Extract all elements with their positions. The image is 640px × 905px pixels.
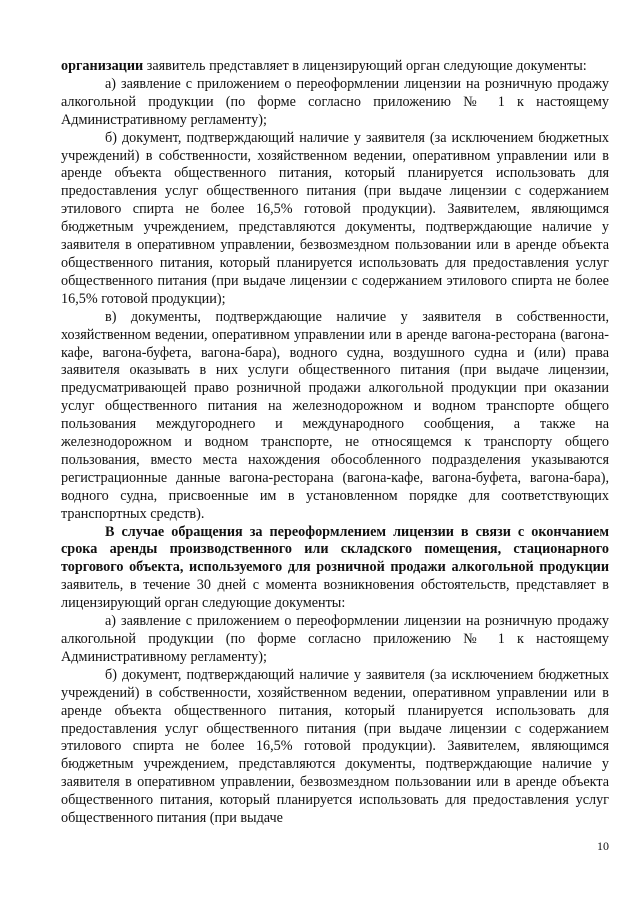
paragraph-2-text: а) заявление с приложением о переоформлении лицензии на розничную продажу алкогольной продукции (по форме согласно приложению № 1 к настоящему Административному регламенту);	[61, 75, 609, 128]
paragraph-6-text: а) заявление с приложением о переоформлении лицензии на розничную продажу алкогольной продукции (по форме согласно приложению № 1 к настоящему Административному регламенту);	[61, 613, 609, 665]
document-body	[61, 58, 609, 828]
paragraph-5-bold-lead: В случае обращения за переоформлением лицензии в связи с окончанием срока аренды производственного или складского помещения, стационарного торгового объекта, используемого для розничной продажи алкогольной продукции	[61, 523, 609, 576]
paragraph-7	[61, 667, 609, 828]
paragraph-3	[61, 130, 609, 309]
paragraph-1-bold-lead: организации	[61, 58, 144, 74]
page-number: 10	[597, 839, 609, 853]
paragraph-5-text: заявитель, в течение 30 дней с момента возникновения обстоятельств, представляет в лицензирующий орган следующие документы:	[61, 577, 609, 612]
paragraph-1	[61, 58, 609, 76]
paragraph-5	[61, 524, 609, 614]
paragraph-4	[61, 309, 609, 524]
paragraph-1-text: заявитель представляет в лицензирующий орган следующие документы:	[143, 58, 587, 74]
paragraph-4-text: в) документы, подтверждающие наличие у заявителя в собственности, хозяйственном ведении, оперативном управлении или в аренде вагона-ресторана (вагона-кафе, вагона-буфета, вагона-бара), водного судна, воздушного судна и (или) права заявителя оказывать в них услуги общественного питания (при выдаче лицензии, предусматривающей право розничной продажи алкогольной продукции при оказании услуг общественного питания на железнодорожном и водном транспорте общего пользования междугороднего и международного сообщения, а также на железнодорожном и водном транспорте, не относящемся к транспорту общего пользования, вместо места нахождения обособленного подразделения указываются регистрационные данные вагона-ресторана (вагона-кафе, вагона-буфета, вагона-бара), водного судна, присвоенные им в установленном порядке для соответствующих транспортных средств).	[61, 308, 609, 522]
paragraph-3-text: б) документ, подтверждающий наличие у заявителя (за исключением бюджетных учреждений) в собственности, хозяйственном ведении, оперативном управлении или в аренде объекта общественного питания, который планируется использовать для предоставления услуг общественного питания (при выдаче лицензии с содержанием этилового спирта не более 16,5% готовой продукции). Заявителем, являющимся бюджетным учреждением, представляются документы, подтверждающие наличие у заявителя в оперативном управлении, безвозмездном пользовании или в аренде объекта общественного питания, который планируется использовать для предоставления услуг общественного питания (при выдаче лицензии с содержанием этилового спирта не более 16,5% готовой продукции);	[61, 129, 609, 307]
paragraph-7-text: б) документ, подтверждающий наличие у заявителя (за исключением бюджетных учреждений) в собственности, хозяйственном ведении, оперативном управлении или в аренде объекта общественного питания, который планируется использовать для предоставления услуг общественного питания (при выдаче лицензии с содержанием этилового спирта не более 16,5% готовой продукции). Заявителем, являющимся бюджетным учреждением, представляются документы, подтверждающие наличие у заявителя в оперативном управлении, безвозмездном пользовании или в аренде объекта общественного питания, который планируется использовать для предоставления услуг общественного питания (при выдаче	[61, 666, 609, 827]
paragraph-6	[61, 613, 609, 667]
paragraph-2	[61, 76, 609, 130]
